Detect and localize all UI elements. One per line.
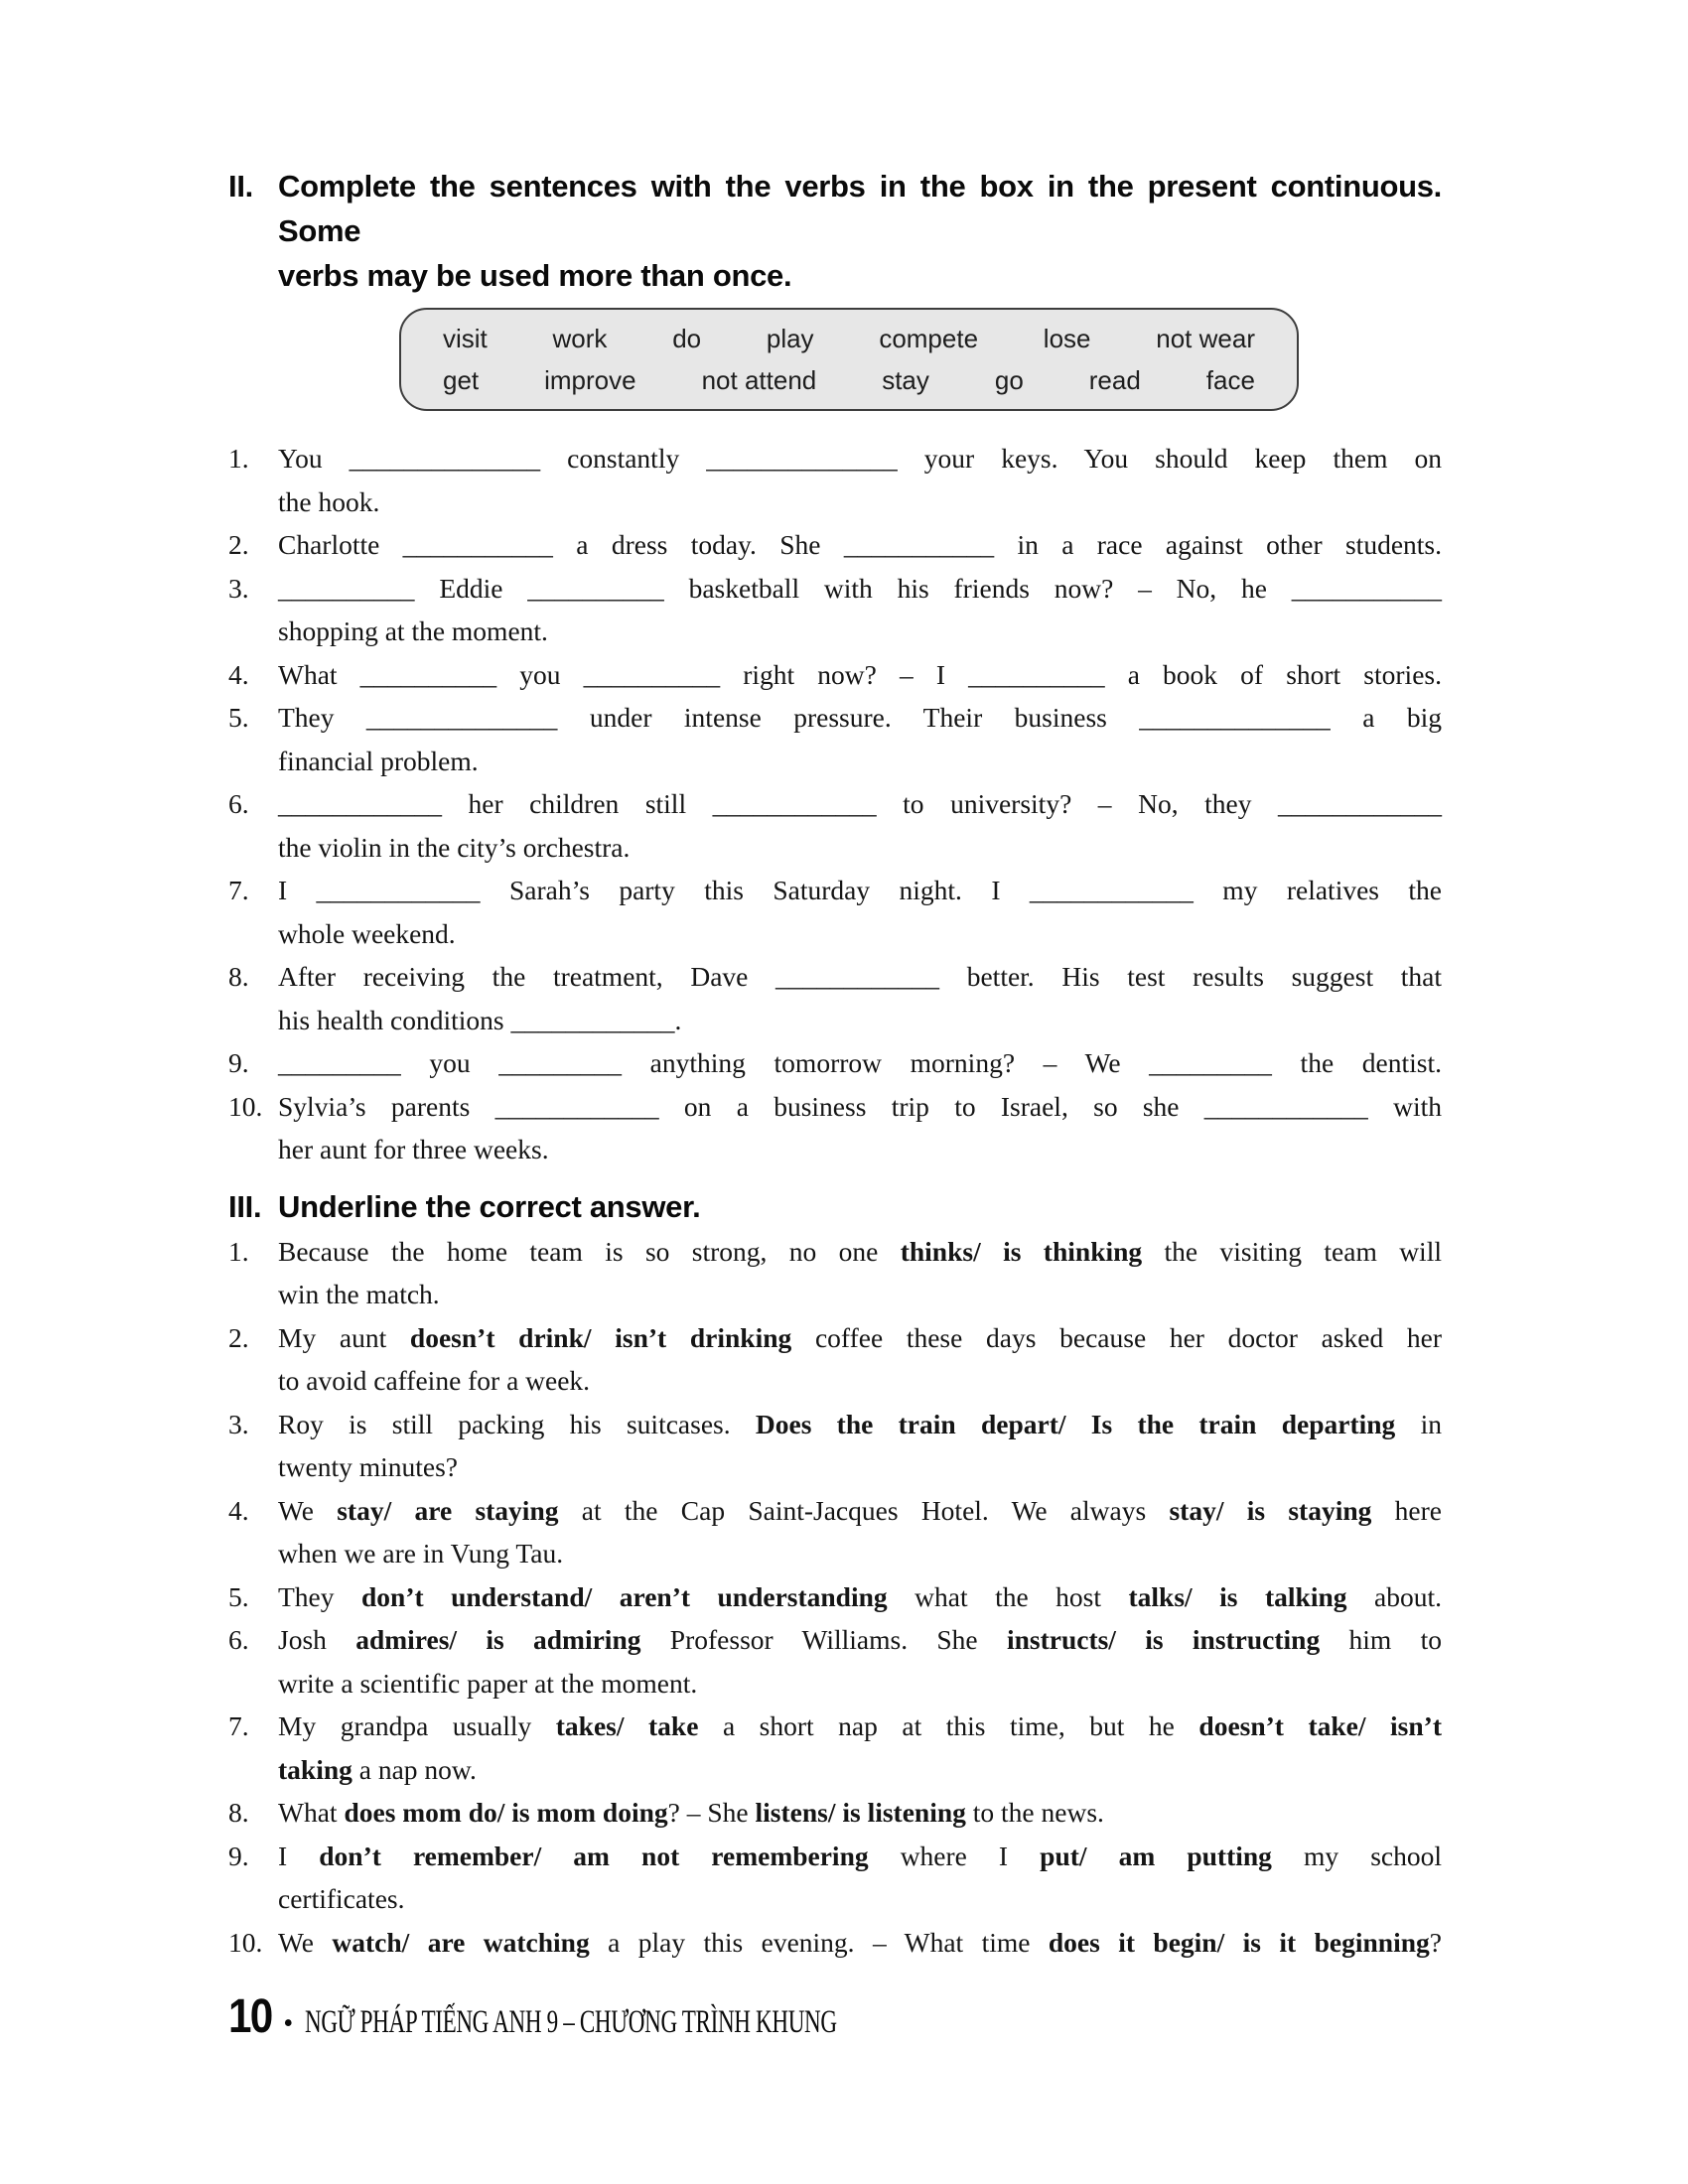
exercise-iii-title: Underline the correct answer. [278,1188,701,1224]
choice-option: instructs/ is instructing [1006,1624,1321,1655]
text-segment: twenty minutes? [278,1451,459,1482]
choice-option: takes/ take [555,1710,699,1741]
text-segment: where I [868,1840,1041,1871]
item-text [278,1575,1442,1619]
item-number: 5. [228,1580,249,1612]
text-segment: They [278,1580,361,1612]
text-segment: her aunt for three weeks. [278,1134,549,1164]
item-number: 6. [228,788,249,819]
text-segment: ____________ her children still ____________ to university? – No, they ____________ [278,788,1442,819]
text-segment: They ______________ under intense pressure. Their business ______________ a big [278,702,1442,733]
verb-option: face [1205,365,1255,395]
list-item [228,1835,1442,1921]
text-line [278,1532,1442,1575]
text-segment: Because the home team is so strong, no one [278,1235,901,1267]
item-number: 8. [228,1797,249,1828]
text-line [278,1403,1442,1446]
verb-option: compete [879,324,979,353]
exercise-iii-items [228,1230,1442,1965]
item-text [278,1705,1442,1791]
text-segment: here [1371,1494,1442,1526]
choice-option: taking [278,1753,352,1785]
text-line [278,1085,1442,1129]
verb-row [443,359,1255,401]
exercise-ii-section [228,164,1442,1171]
text-segment: _________ you _________ anything tomorrow morning? – We _________ the dentist. [278,1047,1442,1078]
exercise-ii-heading [228,164,1442,298]
text-segment: Charlotte ___________ a dress today. She ___________ in a race against other students. [278,529,1442,560]
list-item [228,653,1442,697]
list-item [228,567,1442,653]
item-text [278,1085,1442,1171]
exercise-iii-number: III. [228,1188,262,1224]
item-text [278,1835,1442,1921]
choice-option: put/ am putting [1040,1840,1272,1871]
verb-option: get [443,365,480,395]
text-line [278,696,1442,740]
item-number: 9. [228,1047,249,1078]
item-number: 10. [228,1926,263,1958]
text-line [278,1489,1442,1533]
text-line [278,740,1442,783]
item-number: 4. [228,658,249,690]
text-segment: win the match. [278,1279,440,1309]
text-segment: __________ Eddie __________ basketball with his friends now? – No, he ___________ [278,572,1442,604]
list-item [228,1618,1442,1705]
item-number: 10. [228,1090,263,1122]
exercise-ii-number: II. [228,169,253,204]
text-segment: in [1395,1408,1442,1439]
item-text [278,696,1442,782]
text-line [278,1128,1442,1171]
verb-option: read [1088,365,1141,395]
item-number: 6. [228,1624,249,1655]
text-line [278,1359,1442,1403]
text-segment: about. [1346,1580,1442,1612]
item-text [278,869,1442,955]
text-segment: Roy is still packing his suitcases. [278,1408,756,1439]
text-segment: to avoid caffeine for a week. [278,1365,591,1396]
list-item [228,523,1442,567]
choice-option: doesn’t drink/ isn’t drinking [409,1321,792,1353]
list-item [228,955,1442,1041]
text-line [278,1230,1442,1274]
text-segment: You ______________ constantly ______________ your keys. You should keep them on [278,443,1442,474]
bullet-separator: • [283,2008,294,2039]
text-segment: ? – She [667,1797,756,1828]
list-item [228,696,1442,782]
text-segment: at the Cap Saint-Jacques Hotel. We always [558,1494,1170,1526]
item-number: 2. [228,529,249,560]
book-title: NGỮ PHÁP TIẾNG ANH 9 – CHƯƠNG TRÌNH KHUNG [305,2004,837,2040]
list-item [228,1921,1442,1965]
text-line [278,1921,1442,1965]
verb-option: do [672,324,702,353]
list-item [228,1085,1442,1171]
text-line [278,523,1442,567]
text-line [278,955,1442,999]
item-text [278,653,1442,697]
list-item [228,437,1442,523]
text-segment: a short nap at this time, but he [698,1710,1199,1741]
text-line [278,912,1442,956]
text-segment: the visiting team will [1142,1235,1442,1267]
text-line [278,1618,1442,1662]
item-number: 7. [228,875,249,905]
choice-option: listens/ is listening [755,1797,966,1828]
list-item [228,1230,1442,1316]
list-item [228,1403,1442,1489]
text-line [278,1273,1442,1316]
verb-option: visit [443,324,488,353]
text-segment: to the news. [965,1797,1104,1828]
choice-option: watch/ are watching [332,1926,590,1958]
text-line [278,610,1442,653]
item-number: 3. [228,1408,249,1439]
text-segment: a play this evening. – What time [589,1926,1049,1958]
text-segment: Professor Williams. She [640,1624,1007,1655]
list-item [228,782,1442,869]
text-line [278,1791,1442,1835]
verb-option: go [994,365,1024,395]
exercise-iii-heading [228,1184,1442,1229]
item-text [278,1316,1442,1403]
item-number: 2. [228,1321,249,1353]
heading-line: Complete the sentences with the verbs in the box in the present continuous. Some [278,169,1442,248]
item-text [278,782,1442,869]
item-number: 1. [228,443,249,474]
page-footer [228,1989,1064,2044]
exercise-iii-section [228,1184,1442,1965]
text-line [278,782,1442,826]
text-segment: the hook. [278,485,380,517]
text-line [278,1041,1442,1085]
text-segment: him to [1320,1624,1443,1655]
heading-line: verbs may be used more than once. [278,258,792,293]
verb-option: lose [1043,324,1091,353]
text-segment: We [278,1926,333,1958]
verb-option: play [766,324,814,353]
text-segment: shopping at the moment. [278,615,548,646]
text-line [278,480,1442,524]
choice-option: don’t remember/ am not remembering [319,1840,869,1871]
choice-option: talks/ is talking [1128,1580,1347,1612]
verb-row [443,318,1255,359]
item-text [278,1618,1442,1705]
text-line [278,1316,1442,1360]
text-line [278,1575,1442,1619]
text-segment: whole weekend. [278,917,456,949]
text-segment: Josh [278,1624,356,1655]
choice-option: admires/ is admiring [355,1624,641,1655]
text-segment: the violin in the city’s orchestra. [278,831,631,863]
verb-option: improve [544,365,636,395]
text-line [278,1877,1442,1921]
text-segment: my school [1271,1840,1442,1871]
item-text [278,1791,1442,1835]
choice-option: don’t understand/ aren’t understanding [360,1580,888,1612]
list-item [228,1316,1442,1403]
choice-option: stay/ is staying [1169,1494,1372,1526]
exercise-ii-items [228,437,1442,1171]
text-line [278,653,1442,697]
list-item [228,1041,1442,1085]
text-segment: financial problem. [278,745,479,776]
text-segment: Sylvia’s parents ____________ on a business trip to Israel, so she ____________ with [278,1090,1442,1122]
item-text [278,1041,1442,1085]
exercise-ii-title [278,164,1442,298]
text-segment: coffee these days because her doctor asked her [791,1321,1442,1353]
item-number: 9. [228,1840,249,1871]
choice-option: Does the train depart/ Is the train departing [755,1408,1396,1439]
text-segment: After receiving the treatment, Dave ____________ better. His test results suggest that [278,961,1442,992]
page-content [228,164,1442,1964]
list-item [228,1489,1442,1575]
list-item [228,869,1442,955]
text-segment: What __________ you __________ right now? – I __________ a book of short stories. [278,658,1442,690]
text-segment: certificates. [278,1883,405,1914]
item-number: 3. [228,572,249,604]
item-text [278,567,1442,653]
item-number: 8. [228,961,249,992]
text-line [278,1445,1442,1489]
text-line [278,437,1442,480]
verb-box [399,308,1299,411]
text-line [278,1662,1442,1706]
item-text [278,523,1442,567]
choice-option: does mom do/ is mom doing [344,1797,668,1828]
text-line [278,1835,1442,1878]
item-number: 5. [228,702,249,733]
item-text [278,1489,1442,1575]
text-line [278,1748,1442,1792]
choice-option: thinks/ is thinking [900,1235,1143,1267]
item-text [278,1921,1442,1965]
text-segment: ? [1429,1926,1442,1958]
text-segment: what the host [887,1580,1129,1612]
text-segment: when we are in Vung Tau. [278,1538,564,1569]
list-item [228,1575,1442,1619]
item-number: 1. [228,1235,249,1267]
item-number: 4. [228,1494,249,1526]
verb-option: not attend [701,365,817,395]
verb-option: work [552,324,608,353]
text-segment: What [278,1797,345,1828]
verb-option: not wear [1156,324,1255,353]
choice-option: doesn’t take/ isn’t [1198,1710,1442,1741]
text-segment: My aunt [278,1321,410,1353]
list-item [228,1791,1442,1835]
text-segment: I [278,1840,320,1871]
text-line [278,869,1442,912]
choice-option: stay/ are staying [337,1494,559,1526]
item-text [278,437,1442,523]
text-segment: a nap now. [352,1753,477,1785]
text-line [278,999,1442,1042]
text-segment: I ____________ Sarah’s party this Saturday night. I ____________ my relatives the [278,875,1442,905]
verb-option: stay [882,365,929,395]
item-number: 7. [228,1710,249,1741]
list-item [228,1705,1442,1791]
item-text [278,955,1442,1041]
text-line [278,1705,1442,1748]
choice-option: does it begin/ is it beginning [1048,1926,1430,1958]
text-segment: his health conditions ____________. [278,1004,682,1035]
item-text [278,1403,1442,1489]
text-line [278,567,1442,611]
page-number: 10 [228,1990,272,2043]
item-text [278,1230,1442,1316]
text-segment: write a scientific paper at the moment. [278,1667,698,1699]
text-segment: We [278,1494,338,1526]
text-segment: My grandpa usually [278,1710,556,1741]
text-line [278,826,1442,870]
